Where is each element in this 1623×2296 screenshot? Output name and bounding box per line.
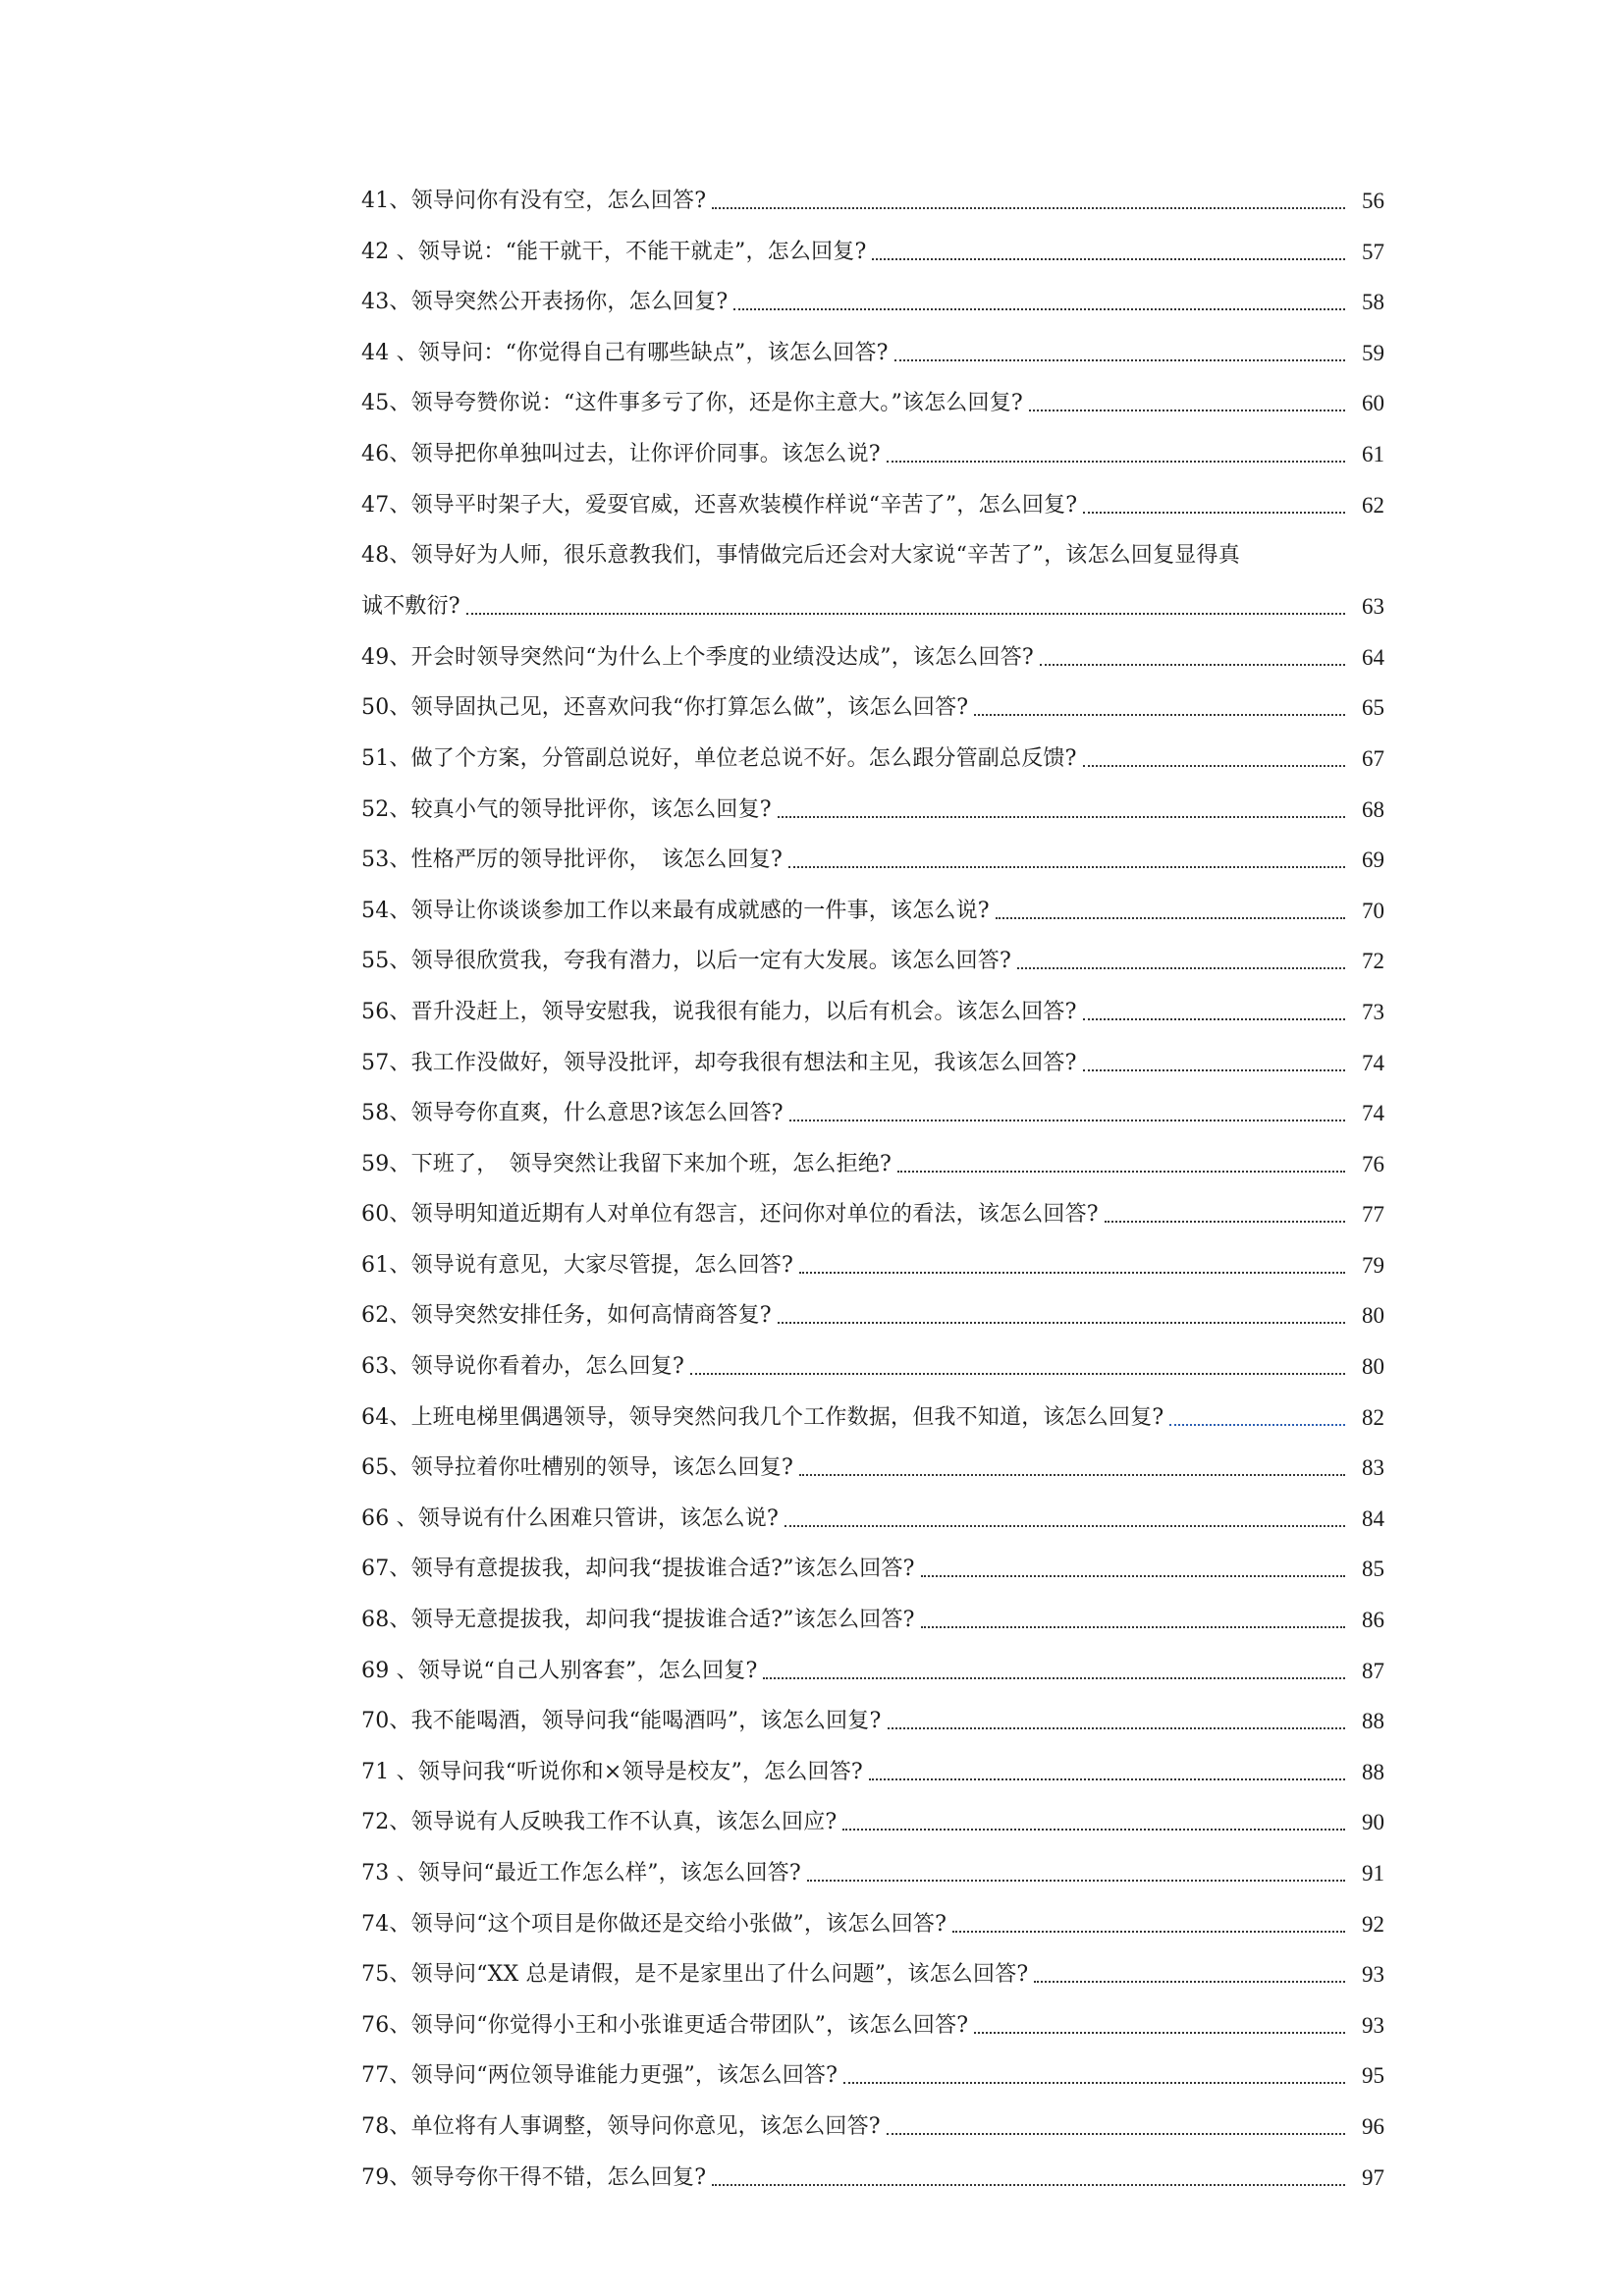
toc-entry-text: 76、领导问“你觉得小王和小张谁更适合带团队”，该怎么回答?	[361, 2012, 969, 2038]
dot-leader	[1034, 1981, 1345, 1983]
toc-entry-text: 72、领导说有人反映我工作不认真，该怎么回应?	[361, 1810, 838, 1835]
dot-leader	[843, 2082, 1345, 2084]
toc-entry-56[interactable]	[361, 996, 1384, 1029]
dot-leader	[888, 1727, 1346, 1729]
toc-entry-text: 71 、领导问我“听说你和×领导是校友”，怎么回答?	[361, 1759, 863, 1784]
toc-page-number: 56	[1362, 189, 1384, 213]
toc-entry-text: 49、开会时领导突然问“为什么上个季度的业绩没达成”，该怎么回答?	[361, 644, 1034, 670]
toc-page-number: 62	[1362, 492, 1384, 518]
toc-entry-64[interactable]	[361, 1401, 1384, 1435]
dot-leader	[996, 917, 1345, 919]
dot-leader	[712, 2184, 1345, 2186]
toc-entry-74[interactable]	[361, 1908, 1384, 1941]
toc-entry-60[interactable]	[361, 1198, 1384, 1231]
toc-page-number: 85	[1362, 1557, 1384, 1582]
toc-entry-text: 50、领导固执己见，还喜欢问我“你打算怎么做”，该怎么回答?	[361, 695, 969, 721]
toc-entry-text: 47、领导平时架子大，爱耍官威，还喜欢装模作样说“辛苦了”，怎么回复?	[361, 492, 1078, 518]
toc-entry-text: 68、领导无意提拔我，却问我“提拔谁合适?”该怎么回答?	[361, 1608, 915, 1633]
toc-entry-44[interactable]	[361, 337, 1384, 370]
toc-entry-68[interactable]	[361, 1604, 1384, 1637]
toc-entry-59[interactable]	[361, 1148, 1384, 1181]
toc-entry-text: 61、领导说有意见，大家尽管提，怎么回答?	[361, 1252, 793, 1278]
toc-entry-text: 41、领导问你有没有空，怎么回答?	[361, 189, 707, 213]
dot-leader	[974, 714, 1345, 716]
toc-entry-55[interactable]	[361, 945, 1384, 978]
toc-entry-70[interactable]	[361, 1705, 1384, 1738]
toc-entry-text: 74、领导问“这个项目是你做还是交给小张做”，该怎么回答?	[361, 1911, 947, 1937]
toc-page-number: 97	[1362, 2164, 1384, 2190]
dot-leader	[1029, 410, 1345, 411]
toc-page-number: 65	[1362, 695, 1384, 721]
dot-leader	[887, 2133, 1345, 2135]
toc-entry-text: 73 、领导问“最近工作怎么样”，该怎么回答?	[361, 1861, 801, 1886]
dot-leader	[1083, 765, 1345, 767]
toc-entry-65[interactable]	[361, 1451, 1384, 1485]
toc-page-number: 83	[1362, 1455, 1384, 1481]
toc-entry-75[interactable]	[361, 1958, 1384, 1992]
dot-leader	[466, 613, 1345, 615]
toc-entry-text: 51、做了个方案，分管副总说好，单位老总说不好。怎么跟分管副总反馈?	[361, 745, 1077, 771]
toc-page-number: 70	[1362, 898, 1384, 923]
toc-entry-text: 66 、领导说有什么困难只管讲，该怎么说?	[361, 1505, 779, 1531]
dot-leader	[1169, 1424, 1345, 1426]
toc-page-number: 61	[1362, 441, 1384, 466]
dot-leader	[1083, 1018, 1345, 1020]
toc-entry-text: 43、领导突然公开表扬你，怎么回复?	[361, 290, 729, 315]
toc-page-number: 88	[1362, 1709, 1384, 1734]
toc-page-number: 76	[1362, 1151, 1384, 1176]
dot-leader	[1105, 1221, 1345, 1223]
toc-entry-45[interactable]	[361, 387, 1384, 420]
toc-entry-text: 56、晋升没赶上，领导安慰我，说我很有能力，以后有机会。该怎么回答?	[361, 999, 1077, 1024]
dot-leader	[799, 1474, 1345, 1476]
toc-entry-text: 64、上班电梯里偶遇领导，领导突然问我几个工作数据，但我不知道，该怎么回复?	[361, 1404, 1164, 1430]
dot-leader	[763, 1677, 1345, 1679]
toc-entry-49[interactable]	[361, 641, 1384, 675]
toc-entry-text: 78、单位将有人事调整，领导问你意见，该怎么回答?	[361, 2113, 881, 2139]
toc-entry-text: 57、我工作没做好，领导没批评，却夸我很有想法和主见，我该怎么回答?	[361, 1050, 1077, 1075]
toc-entry-text: 79、领导夸你干得不错，怎么回复?	[361, 2164, 707, 2190]
dot-leader	[897, 1171, 1345, 1173]
toc-page-number: 80	[1362, 1354, 1384, 1380]
toc-page-number: 95	[1362, 2063, 1384, 2089]
toc-entry-66[interactable]	[361, 1503, 1384, 1536]
toc-page-number: 57	[1362, 239, 1384, 264]
toc-entry-61[interactable]	[361, 1249, 1384, 1283]
dot-leader	[921, 1626, 1345, 1628]
toc-entry-69[interactable]	[361, 1655, 1384, 1688]
toc-entry-46[interactable]	[361, 438, 1384, 471]
toc-page-number: 80	[1362, 1303, 1384, 1329]
toc-entry-text: 65、领导拉着你吐槽别的领导，该怎么回复?	[361, 1455, 793, 1481]
toc-page-number: 96	[1362, 2113, 1384, 2139]
toc-entry-text: 60、领导明知道近期有人对单位有怨言，还问你对单位的看法，该怎么回答?	[361, 1202, 1099, 1228]
toc-entry-72[interactable]	[361, 1806, 1384, 1839]
toc-page-number: 91	[1362, 1861, 1384, 1886]
toc-page-number: 77	[1362, 1202, 1384, 1228]
dot-leader	[1083, 1069, 1345, 1071]
toc-page-number: 69	[1362, 847, 1384, 873]
toc-entry-text: 69 、领导说“自己人别客套”，怎么回复?	[361, 1658, 758, 1683]
toc-page-number: 84	[1362, 1505, 1384, 1531]
toc-page-number: 93	[1362, 2012, 1384, 2038]
toc-entry-54[interactable]	[361, 895, 1384, 928]
toc-page-number: 64	[1362, 644, 1384, 670]
dot-leader	[789, 1120, 1345, 1121]
table-of-contents	[361, 185, 1384, 2212]
toc-page-number: 72	[1362, 949, 1384, 974]
dot-leader	[869, 1778, 1345, 1780]
toc-page-number: 92	[1362, 1911, 1384, 1937]
toc-entry-text: 63、领导说你看着办，怎么回复?	[361, 1354, 684, 1380]
toc-entry-text: 46、领导把你单独叫过去，让你评价同事。该怎么说?	[361, 441, 881, 466]
toc-entry-41[interactable]	[361, 185, 1384, 218]
toc-entry-text: 52、较真小气的领导批评你，该怎么回复?	[361, 796, 772, 822]
toc-entry-text: 45、领导夸赞你说：“这件事多亏了你，还是你主意大。”该怎么回复?	[361, 391, 1023, 416]
toc-entry-48[interactable]	[361, 539, 1384, 624]
toc-entry-text: 77、领导问“两位领导谁能力更强”，该怎么回答?	[361, 2063, 839, 2089]
toc-page-number: 74	[1362, 1101, 1384, 1126]
toc-entry-text-continued: 诚不敷衍?	[361, 594, 460, 620]
toc-entry-47[interactable]	[361, 489, 1384, 522]
dot-leader	[842, 1829, 1345, 1831]
toc-entry-71[interactable]	[361, 1756, 1384, 1789]
toc-entry-text: 75、领导问“XX 总是请假，是不是家里出了什么问题”，该怎么回答?	[361, 1962, 1029, 1988]
dot-leader	[690, 1373, 1345, 1375]
toc-entry-text: 59、下班了， 领导突然让我留下来加个班，怎么拒绝?	[361, 1151, 892, 1176]
dot-leader	[952, 1931, 1345, 1933]
dot-leader	[712, 207, 1345, 209]
toc-page-number: 90	[1362, 1810, 1384, 1835]
dot-leader	[807, 1880, 1345, 1882]
toc-entry-73[interactable]	[361, 1857, 1384, 1890]
toc-entry-53[interactable]	[361, 844, 1384, 877]
toc-entry-79[interactable]	[361, 2161, 1384, 2195]
dot-leader	[1040, 664, 1345, 666]
dot-leader	[778, 1322, 1345, 1324]
toc-entry-57[interactable]	[361, 1047, 1384, 1080]
toc-page-number: 88	[1362, 1759, 1384, 1784]
toc-entry-77[interactable]	[361, 2059, 1384, 2093]
toc-entry-text: 48、领导好为人师，很乐意教我们，事情做完后还会对大家说“辛苦了”，该怎么回复显得真	[361, 543, 1240, 569]
toc-entry-78[interactable]	[361, 2110, 1384, 2144]
toc-entry-text: 67、领导有意提拔我，却问我“提拔谁合适?”该怎么回答?	[361, 1557, 915, 1582]
dot-leader	[799, 1272, 1345, 1274]
toc-page-number: 63	[1362, 594, 1384, 620]
toc-entry-62[interactable]	[361, 1299, 1384, 1333]
toc-entry-76[interactable]	[361, 2009, 1384, 2043]
toc-page-number: 86	[1362, 1608, 1384, 1633]
toc-entry-text: 54、领导让你谈谈参加工作以来最有成就感的一件事，该怎么说?	[361, 898, 990, 923]
dot-leader	[974, 2032, 1345, 2034]
toc-entry-text: 44 、领导问：“你觉得自己有哪些缺点”，该怎么回答?	[361, 340, 889, 365]
toc-page-number: 82	[1362, 1404, 1384, 1430]
toc-page-number: 60	[1362, 391, 1384, 416]
dot-leader	[784, 1525, 1345, 1527]
dot-leader	[1083, 512, 1345, 514]
toc-entry-42[interactable]	[361, 236, 1384, 269]
toc-entry-text: 70、我不能喝酒，领导问我“能喝酒吗”，该怎么回复?	[361, 1709, 882, 1734]
dot-leader	[872, 258, 1345, 260]
toc-page-number: 79	[1362, 1252, 1384, 1278]
toc-entry-text: 58、领导夸你直爽，什么意思?该怎么回答?	[361, 1101, 784, 1126]
toc-page-number: 73	[1362, 999, 1384, 1024]
dot-leader	[778, 816, 1345, 818]
toc-entry-58[interactable]	[361, 1097, 1384, 1130]
toc-entry-52[interactable]	[361, 793, 1384, 827]
toc-page-number: 59	[1362, 340, 1384, 365]
dot-leader	[733, 308, 1345, 310]
toc-entry-67[interactable]	[361, 1553, 1384, 1586]
toc-page-number: 74	[1362, 1050, 1384, 1075]
dot-leader	[921, 1575, 1345, 1577]
toc-entry-text: 55、领导很欣赏我，夸我有潜力，以后一定有大发展。该怎么回答?	[361, 949, 1011, 974]
toc-entry-text: 42 、领导说：“能干就干，不能干就走”，怎么回复?	[361, 239, 867, 264]
toc-entry-50[interactable]	[361, 691, 1384, 725]
toc-page-number: 93	[1362, 1962, 1384, 1988]
toc-page-number: 87	[1362, 1658, 1384, 1683]
toc-page-number: 67	[1362, 745, 1384, 771]
dot-leader	[887, 461, 1345, 463]
dot-leader	[894, 359, 1345, 361]
toc-entry-63[interactable]	[361, 1350, 1384, 1384]
toc-page-number: 58	[1362, 290, 1384, 315]
dot-leader	[788, 866, 1345, 868]
toc-page-number: 68	[1362, 796, 1384, 822]
dot-leader	[1017, 967, 1345, 969]
toc-entry-43[interactable]	[361, 286, 1384, 319]
toc-entry-51[interactable]	[361, 742, 1384, 776]
toc-entry-text: 62、领导突然安排任务，如何高情商答复?	[361, 1303, 772, 1329]
toc-entry-text: 53、性格严厉的领导批评你， 该怎么回复?	[361, 847, 783, 873]
